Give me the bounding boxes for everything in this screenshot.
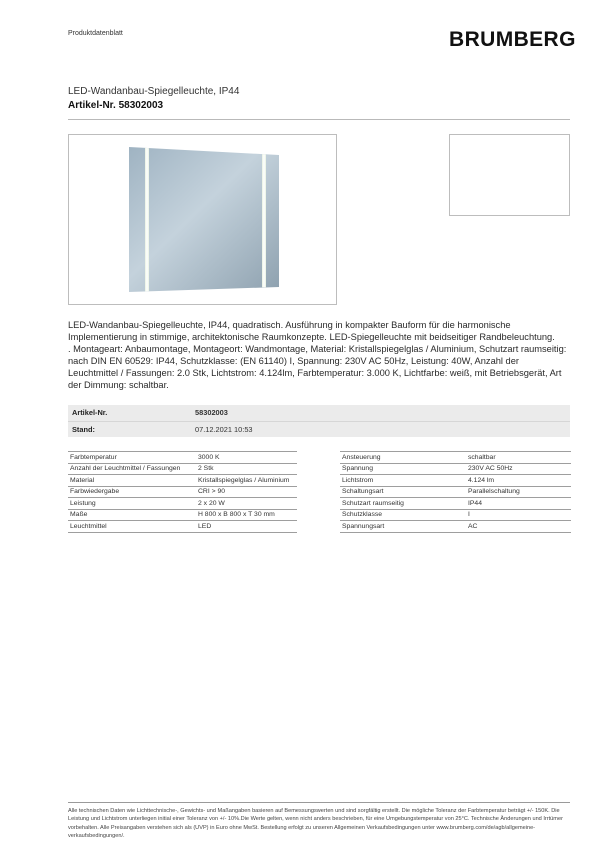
spec-row bbox=[340, 463, 571, 475]
spec-row bbox=[340, 475, 571, 487]
spec-value: Parallelschaltung bbox=[466, 486, 571, 498]
article-info-box bbox=[68, 405, 570, 437]
brand-logo: BRUMBERG bbox=[449, 28, 576, 51]
led-strip-left bbox=[145, 148, 149, 292]
spec-value: 2 Stk bbox=[196, 463, 297, 475]
document-type-label: Produktdatenblatt bbox=[68, 30, 123, 37]
spec-value: 230V AC 50Hz bbox=[466, 463, 571, 475]
spec-label: Maße bbox=[68, 509, 196, 521]
spec-value: CRI > 90 bbox=[196, 486, 297, 498]
spec-label: Leuchtmittel bbox=[68, 521, 196, 533]
spec-row bbox=[340, 509, 571, 521]
spec-label: Schutzklasse bbox=[340, 509, 466, 521]
mirror-product-image bbox=[129, 147, 279, 292]
spec-row bbox=[68, 509, 297, 521]
product-description bbox=[68, 319, 571, 392]
status-label: Stand: bbox=[72, 425, 95, 434]
spec-label: Material bbox=[68, 475, 196, 487]
status-date-row bbox=[68, 421, 570, 438]
spec-label: Ansteuerung bbox=[340, 452, 466, 464]
description-paragraph: LED-Wandanbau-Spiegelleuchte, IP44, quadratisch. Ausführung in kompakter Bauform für die harmonische Implementierung in stimmige, architektonische Raumkonzepte. LED-Spiegelleuchte mit beidseitiger Randbeleuchtung. bbox=[68, 320, 555, 343]
spec-row bbox=[68, 463, 297, 475]
led-strip-right bbox=[262, 154, 266, 287]
description-paragraph: . Montageart: Anbaumontage, Montageort: Wandmontage, Material: Kristallspiegelglas / Aluminium, Schutzart raumseitig: nach DIN EN 60529: IP44, Schutzklasse: (EN 61140) I, Spannung: 230V AC 50Hz, Leistung: 40W, Anzahl der Leuchtmittel / Fassungen: 2.0 Stk, Lichtstrom: 4.124lm, Farbtemperatur: 3.000 K, Lichtfarbe: weiß, mit Betriebsgerät, Art der Dimmung: schaltbar. bbox=[68, 344, 567, 391]
spec-label: Spannung bbox=[340, 463, 466, 475]
spec-label: Farbtemperatur bbox=[68, 452, 196, 464]
header-divider bbox=[68, 119, 570, 120]
spec-value: LED bbox=[196, 521, 297, 533]
spec-label: Farbwiedergabe bbox=[68, 486, 196, 498]
article-number-row bbox=[68, 405, 570, 421]
spec-row bbox=[68, 521, 297, 533]
footer-divider bbox=[68, 802, 570, 803]
spec-table-left bbox=[68, 451, 297, 533]
spec-row bbox=[340, 498, 571, 510]
spec-value: schaltbar bbox=[466, 452, 571, 464]
spec-value: IP44 bbox=[466, 498, 571, 510]
mirror-glass bbox=[129, 147, 279, 292]
spec-value: Kristallspiegelglas / Aluminium bbox=[196, 475, 297, 487]
spec-label: Spannungsart bbox=[340, 521, 466, 533]
spec-row bbox=[68, 475, 297, 487]
spec-value: 2 x 20 W bbox=[196, 498, 297, 510]
spec-label: Schaltungsart bbox=[340, 486, 466, 498]
legal-footer: Alle technischen Daten wie Lichttechnische-, Gewichts- und Maßangaben basieren auf Bemessungswerten und sind sorgfältig erstellt. Die mögliche Toleranz der Farbtemperatur beträgt +/- 150K. Die Leistung und Lichtstrom unterliegen initial einer Toleranz von +/- 10%.Die Werte gelten, wenn nicht anders beschrieben, für eine Umgebungstemperatur von 25°C. Technische Änderungen und Irrtümer vorbehalten. Alle Preisangaben verstehen sich als (UVP) in Euro ohne MwSt. Bestellung erfolgt zu unseren Allgemeinen Verkaufsbedingungen unter www.brumberg.com/de/agb/allgemeine-verkaufsbedingungen/. bbox=[68, 808, 563, 840]
spec-table-right bbox=[340, 451, 571, 533]
article-number-value: 58302003 bbox=[195, 408, 228, 417]
spec-label: Leistung bbox=[68, 498, 196, 510]
spec-row bbox=[340, 486, 571, 498]
spec-value: 4.124 lm bbox=[466, 475, 571, 487]
spec-label: Schutzart raumseitig bbox=[340, 498, 466, 510]
spec-value: I bbox=[466, 509, 571, 521]
status-value: 07.12.2021 10:53 bbox=[195, 425, 253, 434]
product-photo-frame bbox=[68, 134, 337, 305]
spec-label: Anzahl der Leuchtmittel / Fassungen bbox=[68, 463, 196, 475]
spec-value: 3000 K bbox=[196, 452, 297, 464]
spec-label: Lichtstrom bbox=[340, 475, 466, 487]
spec-row bbox=[68, 486, 297, 498]
spec-row bbox=[340, 452, 571, 464]
technical-drawing-frame bbox=[449, 134, 570, 216]
article-number-label: Artikel-Nr. bbox=[72, 408, 108, 417]
spec-row bbox=[68, 498, 297, 510]
spec-row bbox=[68, 452, 297, 464]
spec-value: H 800 x B 800 x T 30 mm bbox=[196, 509, 297, 521]
article-number-heading: Artikel-Nr. 58302003 bbox=[68, 100, 164, 111]
spec-value: AC bbox=[466, 521, 571, 533]
product-title: LED-Wandanbau-Spiegelleuchte, IP44 bbox=[68, 86, 240, 97]
spec-row bbox=[340, 521, 571, 533]
